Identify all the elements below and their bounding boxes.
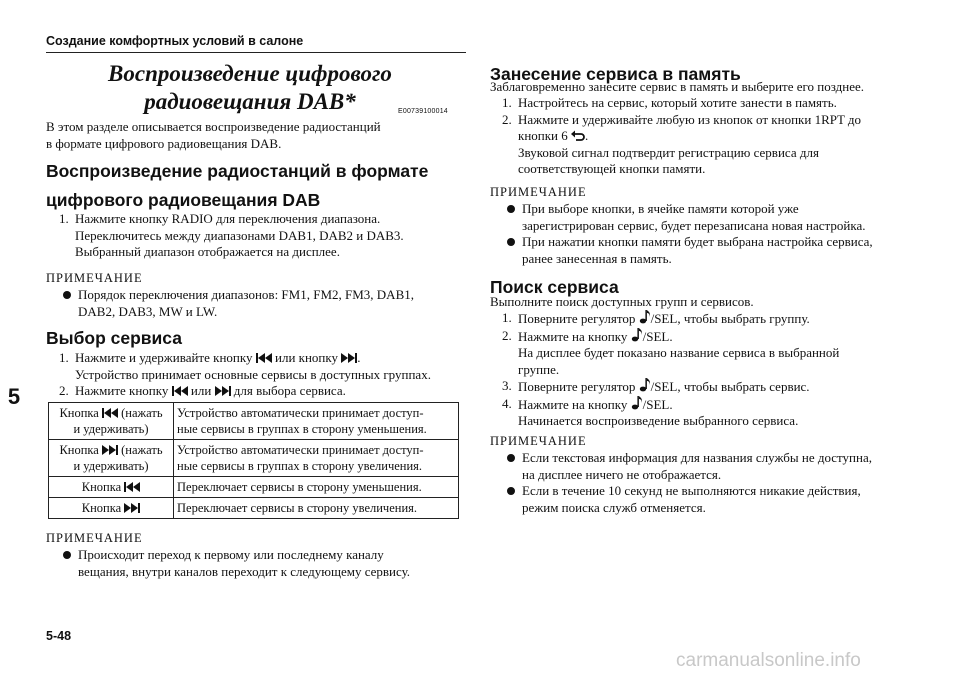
step-number: 4. [502, 395, 512, 411]
heading-service-select: Выбор сервиса [46, 328, 182, 348]
heading-line: цифрового радиовещания DAB [46, 190, 321, 210]
select-steps [59, 350, 469, 400]
punctuation: . [357, 350, 361, 365]
step-text: Нажмите на кнопку [518, 396, 628, 412]
skip-back-icon [256, 353, 272, 363]
music-note-icon [631, 328, 643, 342]
cell-text: Устройство автоматически принимает доступ- [177, 406, 424, 420]
note-item [56, 287, 466, 320]
music-note-icon [631, 396, 643, 410]
note-list [500, 201, 920, 267]
watermark: carmanualsonline.info [676, 650, 861, 671]
page-title [50, 60, 450, 116]
step-number: 1. [59, 211, 69, 226]
skip-back-icon [172, 386, 188, 396]
step-text: Устройство принимает основные сервисы в доступных группах. [75, 366, 431, 382]
note-text: ранее занесенная в память. [522, 250, 672, 266]
playback-step-1 [59, 211, 464, 261]
note-label: ПРИМЕЧАНИЕ [46, 531, 143, 545]
step-text: /SEL, чтобы выбрать сервис. [650, 379, 810, 394]
step-number: 2. [502, 327, 512, 343]
step-number: 2. [59, 383, 69, 398]
note-text: Порядок переключения диапазонов: FM1, FM2, FM3, DAB1, [56, 287, 466, 304]
note-text: При нажатии кнопки памяти будет выбрана настройка сервиса, [500, 234, 920, 251]
section-header: Создание комфортных условий в салоне [46, 34, 304, 48]
step-text: Поверните регулятор [518, 379, 636, 394]
note-text: При выборе кнопки, в ячейке памяти которой уже [500, 201, 920, 218]
cell-text: ные сервисы в группах в сторону уменьшения. [177, 422, 427, 436]
step-text: или кнопку [275, 350, 339, 365]
step-number: 1. [502, 95, 512, 110]
cell-text: (нажать [121, 406, 163, 420]
note-list [500, 450, 920, 516]
step-text: кнопки 6 [518, 128, 568, 143]
cell-text: и удерживать) [73, 422, 149, 436]
button-function-table [48, 402, 459, 519]
heading-service-search: Поиск сервиса [490, 277, 619, 297]
note-text: DAB2, DAB3, MW и LW. [78, 303, 218, 319]
step-text: группе. [518, 361, 560, 377]
note-label: ПРИМЕЧАНИЕ [46, 271, 143, 285]
title-line-2: радиовещания DAB* [144, 89, 356, 114]
page-number: 5-48 [46, 629, 72, 643]
step-text: /SEL. [642, 328, 673, 344]
step-number: 1. [502, 310, 512, 325]
cell-text: и удерживать) [73, 459, 149, 473]
note-text: Если в течение 10 секунд не выполняются никакие действия, [500, 483, 920, 500]
note-text: Происходит переход к первому или последнему каналу [56, 547, 466, 564]
chapter-tab: 5 [0, 382, 28, 412]
skip-forward-icon [102, 445, 118, 455]
step-text: Нажмите кнопку RADIO для переключения диапазона. [75, 211, 381, 226]
note-text: режим поиска служб отменяется. [522, 499, 706, 515]
table-cell-button [49, 440, 174, 477]
music-note-icon [639, 378, 651, 392]
skip-forward-icon [215, 386, 231, 396]
cell-text: (нажать [121, 443, 163, 457]
step-text: На дисплее будет показано название сервиса в выбранной [518, 345, 840, 360]
step-text: соответствующей кнопки памяти. [518, 161, 706, 176]
header-divider [46, 52, 466, 53]
music-note-icon [639, 310, 651, 324]
step-text: Выбранный диапазон отображается на дисплее. [75, 244, 340, 259]
step-text: Переключитесь между диапазонами DAB1, DAB2 и DAB3. [75, 227, 404, 243]
step-text: Начинается воспроизведение выбранного сервиса. [518, 413, 799, 428]
table-row [49, 403, 459, 440]
note-text: Если текстовая информация для названия службы не доступна, [500, 450, 920, 467]
table-cell-button [49, 477, 174, 498]
step-number: 2. [502, 111, 512, 127]
table-row [49, 498, 459, 519]
document-code: E00739100014 [398, 108, 448, 115]
intro-line: в формате цифрового радиовещания DAB. [46, 135, 282, 151]
cell-text: Кнопка [81, 480, 122, 494]
search-steps [502, 310, 912, 430]
table-cell-button [49, 498, 174, 519]
search-intro: Выполните поиск доступных групп и сервисов. [490, 294, 754, 309]
return-arrow-icon [571, 130, 585, 141]
table-cell-description [174, 440, 459, 477]
heading-line: Воспроизведение радиостанций в формате [46, 161, 429, 181]
memory-intro: Заблаговременно занесите сервис в память и выберите его позднее. [490, 79, 864, 94]
note-item [56, 547, 466, 580]
skip-back-icon [124, 482, 140, 492]
step-text: Нажмите на кнопку [518, 328, 628, 344]
table-row [49, 440, 459, 477]
table-cell-description [174, 403, 459, 440]
note-text: зарегистрирован сервис, будет перезаписана новая настройка. [522, 217, 866, 233]
table-cell-description: Переключает сервисы в сторону уменьшения. [174, 477, 459, 498]
step-text: Звуковой сигнал подтвердит регистрацию сервиса для [518, 144, 819, 160]
memory-steps [502, 95, 912, 178]
step-text: Нажмите и удерживайте кнопку [75, 350, 253, 365]
table-row [49, 477, 459, 498]
step-text: или [190, 383, 212, 398]
heading-save-service: Занесение сервиса в память [490, 64, 741, 84]
punctuation: . [585, 128, 589, 143]
intro-paragraph [46, 119, 461, 152]
table-cell-description: Переключает сервисы в сторону увеличения. [174, 498, 459, 519]
step-text: Нажмите и удерживайте любую из кнопок от кнопки 1RPT до [518, 111, 862, 127]
step-text: /SEL, чтобы выбрать группу. [650, 311, 810, 326]
note-text: на дисплее ничего не отображается. [522, 466, 722, 482]
cell-text: Кнопка [81, 501, 122, 515]
heading-dab-playback [46, 159, 461, 212]
cell-text: ные сервисы в группах в сторону увеличения. [177, 459, 423, 473]
cell-text: Кнопка [59, 443, 99, 457]
step-number: 3. [502, 378, 512, 393]
note-label: ПРИМЕЧАНИЕ [490, 185, 587, 199]
step-text: Настройтесь на сервис, который хотите занести в память. [518, 95, 837, 110]
step-number: 1. [59, 350, 69, 365]
cell-text: Кнопка [59, 406, 99, 420]
note-label: ПРИМЕЧАНИЕ [490, 434, 587, 448]
step-text: /SEL. [642, 396, 673, 412]
skip-forward-icon [341, 353, 357, 363]
step-text: Поверните регулятор [518, 311, 636, 326]
cell-text: Устройство автоматически принимает доступ- [177, 443, 424, 457]
note-text: вещания, внутри каналов переходит к следующему сервису. [78, 563, 411, 579]
skip-forward-icon [124, 503, 140, 513]
title-line-1: Воспроизведение цифрового [108, 61, 392, 86]
skip-back-icon [102, 408, 118, 418]
table-cell-button [49, 403, 174, 440]
step-text: Нажмите кнопку [75, 383, 169, 398]
intro-line: В этом разделе описывается воспроизведение радиостанций [46, 119, 381, 134]
step-text: для выбора сервиса. [233, 383, 346, 398]
